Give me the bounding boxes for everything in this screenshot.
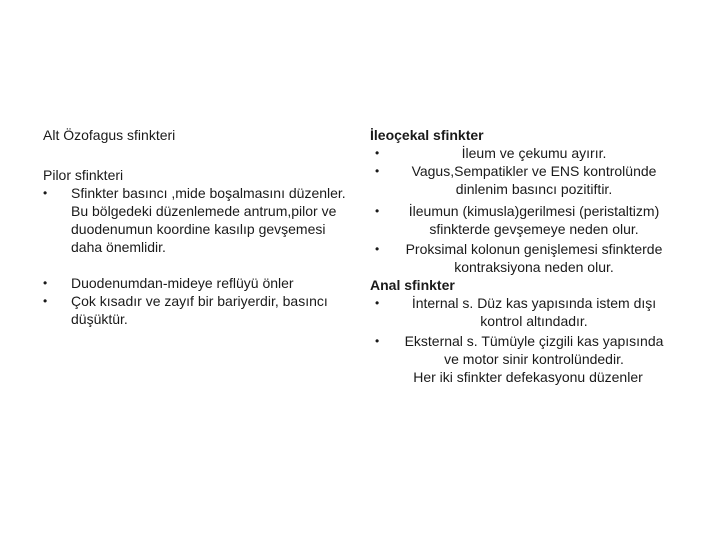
- bullet-icon: •: [375, 296, 380, 310]
- list-item: [370, 162, 670, 198]
- bullet-icon: •: [375, 164, 380, 178]
- bullet-icon: •: [375, 242, 380, 256]
- list-item: [43, 292, 353, 328]
- bullet-icon: •: [43, 276, 48, 290]
- list-item: [370, 144, 670, 162]
- heading-anal-sphincter: Anal sfinkter: [370, 277, 455, 293]
- bullet-text: Duodenumdan-mideye reflüyü önler: [71, 275, 294, 291]
- heading-ileocecal-sphincter: İleoçekal sfinkter: [370, 127, 484, 143]
- closing-statement: Her iki sfinkter defekasyonu düzenler: [413, 369, 643, 385]
- bullet-text: Çok kısadır ve zayıf bir bariyerdir, basıncı düşüktür.: [71, 293, 328, 327]
- right-column: [370, 126, 670, 386]
- bullet-icon: •: [375, 204, 380, 218]
- bullet-icon: •: [375, 146, 380, 160]
- pyloric-bullet-list: [43, 184, 353, 328]
- bullet-icon: •: [43, 186, 48, 200]
- list-item: [43, 184, 353, 256]
- bullet-text: İleum ve çekumu ayırır.: [461, 145, 607, 161]
- bullet-text: Proksimal kolonun genişlemesi sfinkterde kontraksiyona neden olur.: [405, 241, 663, 275]
- anal-bullet-list: [370, 294, 670, 368]
- bullet-text: Eksternal s. Tümüyle çizgili kas yapısında ve motor sinir kontrolündedir.: [404, 333, 664, 367]
- bullet-icon: •: [375, 334, 380, 348]
- heading-pyloric-sphincter: Pilor sfinkteri: [43, 167, 124, 183]
- list-item: [43, 274, 353, 292]
- bullet-text: İleumun (kimusla)gerilmesi (peristaltizm) sfinkterde gevşemeye neden olur.: [408, 203, 660, 237]
- ileocecal-bullet-list: [370, 144, 670, 276]
- heading-lower-esophageal-sphincter: Alt Özofagus sfinkteri: [43, 127, 176, 143]
- left-column: [43, 126, 353, 328]
- bullet-text: İnternal s. Düz kas yapısında istem dışı kontrol altındadır.: [411, 295, 657, 329]
- bullet-text: Sfinkter basıncı ,mide boşalmasını düzenler. Bu bölgedeki düzenlemede antrum,pilor ve duodenumun koordine kasılıp gevşemesi daha önemlidir.: [71, 185, 346, 255]
- list-item: [370, 240, 670, 276]
- bullet-icon: •: [43, 294, 48, 308]
- list-item: [370, 294, 670, 330]
- list-item: [370, 332, 670, 368]
- bullet-text: Vagus,Sempatikler ve ENS kontrolünde dinlenim basıncı pozitiftir.: [411, 163, 657, 197]
- list-item: [370, 202, 670, 238]
